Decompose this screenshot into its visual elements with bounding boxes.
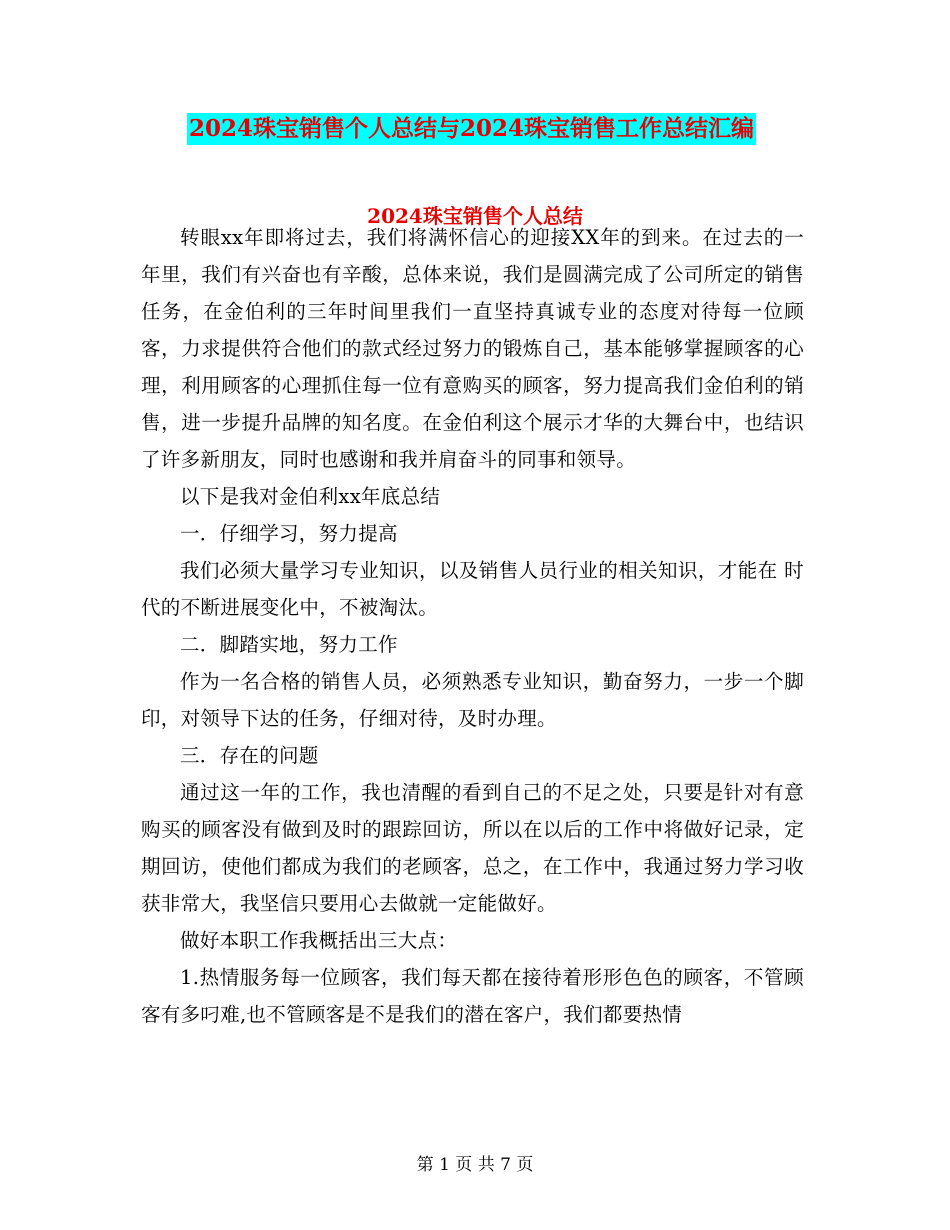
- page-footer: 第 1 页 共 7 页: [416, 1155, 534, 1175]
- paragraph: 作为一名合格的销售人员，必须熟悉专业知识，勤奋努力，一步一个脚印，对领导下达的任务，仔细对待，及时办理。: [141, 670, 804, 730]
- paragraph: 我们必须大量学习专业知识，以及销售人员行业的相关知识，才能在 时代的不断进展变化中，不被淘汰。: [141, 559, 804, 619]
- paragraph: 转眼xx年即将过去，我们将满怀信心的迎接XX年的到来。在过去的一年里，我们有兴奋也有辛酸，总体来说，我们是圆满完成了公司所定的销售任务，在金伯利的三年时间里我们一直坚持真诚专业的态度对待每一位顾客，力求提供符合他们的款式经过努力的锻炼自己，基本能够掌握顾客的心理，利用顾客的心理抓住每一位有意购买的顾客，努力提高我们金伯利的销售，进一步提升品牌的知名度。在金伯利这个展示才华的大舞台中，也结识了许多新朋友，同时也感谢和我并肩奋斗的同事和领导。: [141, 226, 804, 471]
- section-heading: 三．存在的问题: [180, 744, 319, 767]
- paragraph: 通过这一年的工作，我也清醒的看到自己的不足之处，只要是针对有意购买的顾客没有做到及时的跟踪回访，所以在以后的工作中将做好记录，定期回访，使他们都成为我们的老顾客，总之，在工作中，我通过努力学习收获非常大，我坚信只要用心去做就一定能做好。: [141, 781, 804, 915]
- document-title: 2024珠宝销售个人总结与2024珠宝销售工作总结汇编: [187, 113, 756, 145]
- section-heading: 一．仔细学习，努力提高: [180, 522, 398, 545]
- list-item: 1.热情服务每一位顾客，我们每天都在接待着形形色色的顾客，不管顾客有多叼难,也不管顾客是不是我们的潜在客户，我们都要热情: [141, 966, 804, 1026]
- paragraph: 做好本职工作我概括出三大点：: [180, 929, 458, 952]
- document-body: [141, 219, 804, 1033]
- section-heading: 二．脚踏实地，努力工作: [180, 633, 398, 656]
- paragraph: 以下是我对金伯利xx年底总结: [180, 485, 441, 508]
- section-title: 2024珠宝销售个人总结: [367, 204, 583, 228]
